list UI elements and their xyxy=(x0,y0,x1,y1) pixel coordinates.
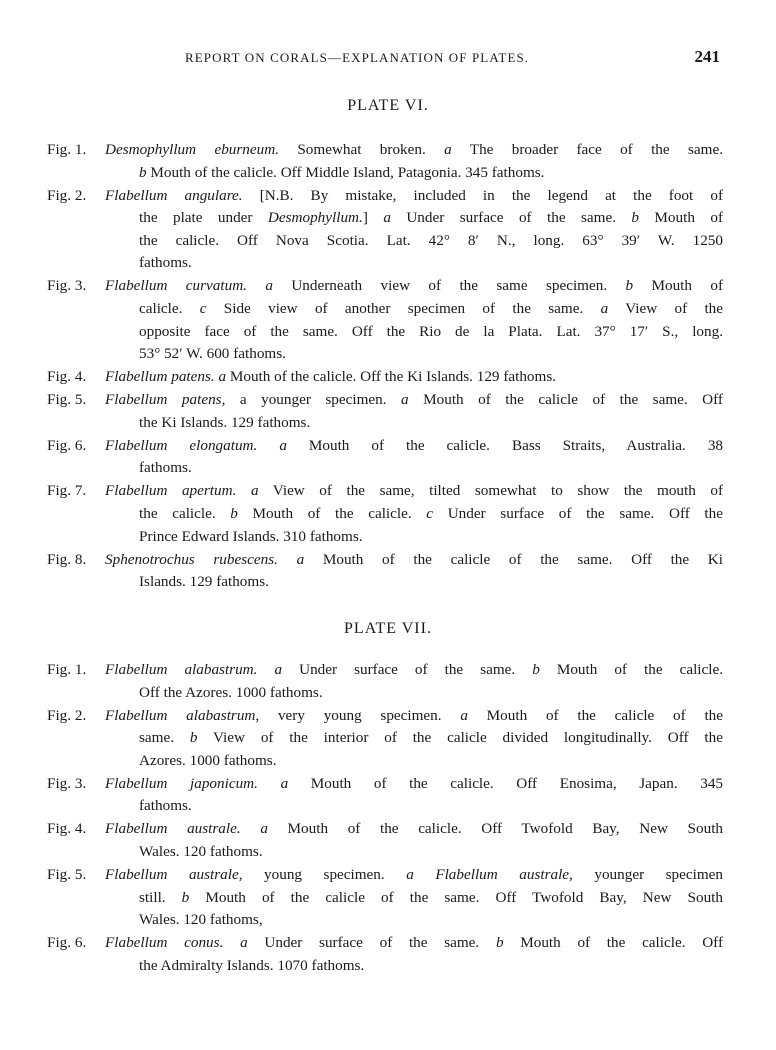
italic-text: a xyxy=(265,277,273,295)
figure-label: Fig. 3. xyxy=(47,774,87,792)
caption-text: Wales. 120 fathoms. xyxy=(139,842,263,860)
figure-entry xyxy=(47,275,723,365)
caption-text: Mouth of the calicle of the same. Off Twofold Bay, New South xyxy=(189,888,723,906)
figure-label: Fig. 3. xyxy=(47,277,87,295)
caption-text: a younger specimen. xyxy=(225,391,402,409)
figure-caption xyxy=(105,864,723,932)
caption-line xyxy=(105,549,723,572)
figure-entry xyxy=(47,139,723,184)
figure-entry xyxy=(47,480,723,548)
figure-caption xyxy=(105,480,724,548)
caption-text: Prince Edward Islands. 310 fathoms. xyxy=(139,527,363,545)
caption-text: View of the xyxy=(608,299,724,317)
figure-entry xyxy=(47,185,723,275)
caption-line xyxy=(105,389,723,412)
caption-line xyxy=(139,457,723,480)
italic-text: Flabellum angulare. xyxy=(105,186,243,204)
caption-text: opposite face of the same. Off the Rio de la Plata. Lat. 37° 17′ S., long. xyxy=(139,322,723,340)
caption-text: very young specimen. xyxy=(259,706,461,724)
italic-text: Flabellum alabastrum. xyxy=(105,661,258,678)
caption-text: The broader face of the same. xyxy=(451,141,723,158)
italic-text: a xyxy=(600,299,609,317)
page-number: 241 xyxy=(694,47,720,66)
caption-text: Islands. 129 fathoms. xyxy=(139,573,269,591)
caption-text xyxy=(257,437,279,454)
italic-text: b xyxy=(495,934,504,952)
plate-heading: PLATE VII. xyxy=(344,620,432,637)
caption-line xyxy=(139,343,723,366)
caption-line xyxy=(105,773,723,796)
caption-text: Mouth of the calicle. Off xyxy=(503,934,724,952)
caption-text xyxy=(236,482,251,499)
italic-text: a xyxy=(260,820,268,838)
italic-text: a xyxy=(401,391,409,409)
caption-text: Under surface of the same. xyxy=(282,661,533,678)
caption-text: Off the Azores. 1000 fathoms. xyxy=(139,683,323,701)
figure-entry xyxy=(47,435,723,480)
caption-text: the Admiralty Islands. 1070 fathoms. xyxy=(139,956,365,974)
figure-label: Fig. 4. xyxy=(47,368,87,386)
caption-line xyxy=(105,139,723,162)
italic-text: Flabellum elongatum. xyxy=(105,436,258,454)
italic-text: Flabellum australe, xyxy=(105,866,243,883)
caption-text: same. xyxy=(139,729,190,747)
figure-label: Fig. 5. xyxy=(47,391,87,409)
italic-text: Flabellum curvatum. xyxy=(105,277,247,295)
caption-line xyxy=(105,659,723,682)
italic-text: Desmophyllum eburneum. xyxy=(105,141,279,158)
caption-line xyxy=(105,705,723,728)
italic-text: b xyxy=(181,888,190,906)
figure-caption xyxy=(105,389,723,434)
figure-caption xyxy=(105,932,724,977)
italic-text: Flabellum patens, xyxy=(105,391,226,409)
caption-text: Underneath view of the same specimen. xyxy=(272,277,626,295)
caption-line xyxy=(139,503,723,526)
italic-text: a xyxy=(280,774,289,792)
caption-text: younger specimen xyxy=(572,866,723,883)
italic-text: b xyxy=(631,209,640,227)
caption-line xyxy=(105,864,723,887)
caption-text: young specimen. xyxy=(242,866,407,883)
figure-entry xyxy=(47,773,723,818)
italic-text: a xyxy=(383,209,391,227)
italic-text: a xyxy=(444,141,452,158)
caption-text xyxy=(223,934,240,951)
caption-text: View of the interior of the calicle divided longitudinally. Off the xyxy=(197,729,723,747)
caption-line xyxy=(139,727,723,750)
caption-text: Mouth of the calicle of the xyxy=(467,706,724,724)
caption-text: Azores. 1000 fathoms. xyxy=(139,751,277,769)
caption-line xyxy=(139,321,723,344)
italic-text: a xyxy=(274,661,283,678)
caption-text: Mouth of xyxy=(639,209,724,227)
caption-line xyxy=(105,932,723,955)
italic-text: a xyxy=(296,550,305,568)
caption-line xyxy=(139,412,723,435)
figure-entry xyxy=(47,366,723,389)
caption-text: fathoms. xyxy=(139,459,192,477)
figure-label: Fig. 1. xyxy=(47,141,87,158)
italic-text: b xyxy=(139,163,147,181)
caption-text: Mouth of the calicle. Off the Ki Islands. 129 fathoms. xyxy=(226,368,557,386)
italic-text: b xyxy=(532,661,540,678)
caption-text: Side view of another specimen of the same. xyxy=(206,299,601,317)
italic-text: Flabellum japonicum. xyxy=(105,774,258,792)
caption-text: View of the same, tilted somewhat to show the mouth of xyxy=(258,482,724,500)
caption-text: the calicle. Off Nova Scotia. Lat. 42° 8′ N., long. 63° 39′ W. 1250 xyxy=(139,231,723,249)
figure-label: Fig. 7. xyxy=(47,482,87,500)
caption-text xyxy=(241,820,261,837)
italic-text: c xyxy=(199,299,207,317)
figure-entry xyxy=(47,818,723,863)
italic-text: Sphenotrochus rubescens. xyxy=(105,550,278,568)
caption-text: Mouth of the calicle of the same. Off the Ki xyxy=(304,550,723,568)
caption-line xyxy=(105,435,723,458)
caption-text: the calicle. xyxy=(139,504,231,522)
caption-text xyxy=(247,277,265,294)
figure-caption xyxy=(105,705,724,773)
figure-label: Fig. 6. xyxy=(47,934,87,952)
caption-text: Wales. 120 fathoms, xyxy=(139,911,263,929)
caption-line xyxy=(105,818,723,841)
figure-label: Fig. 5. xyxy=(47,866,87,883)
caption-text: Mouth of the calicle. Off Middle Island, Patagonia. 345 fathoms. xyxy=(146,163,545,181)
caption-line xyxy=(139,795,723,818)
caption-text: Mouth of xyxy=(633,277,723,295)
figure-entry xyxy=(47,705,723,773)
italic-text: Flabellum conus. xyxy=(105,934,224,952)
caption-text xyxy=(278,551,297,568)
italic-text: b xyxy=(625,277,634,295)
figure-entry xyxy=(47,389,723,434)
caption-text: Under surface of the same. Off the xyxy=(433,504,723,522)
caption-line xyxy=(139,841,723,864)
caption-line xyxy=(139,230,723,253)
plate-heading: PLATE VI. xyxy=(347,97,429,114)
figure-caption xyxy=(105,549,723,594)
caption-line xyxy=(139,682,723,705)
caption-line xyxy=(139,571,723,594)
figure-entry xyxy=(47,549,723,594)
caption-text: [N.B. By mistake, included in the legend at the foot of xyxy=(242,186,723,204)
figure-caption xyxy=(105,773,724,818)
caption-text: Mouth of the calicle. Off Twofold Bay, New South xyxy=(267,820,724,838)
caption-line xyxy=(105,275,723,298)
figure-caption xyxy=(105,139,723,184)
caption-text xyxy=(258,775,281,792)
figure-entry xyxy=(47,932,723,977)
figure-caption xyxy=(105,818,724,863)
caption-text: ] xyxy=(362,209,384,227)
figure-caption xyxy=(105,275,724,365)
italic-text: a xyxy=(460,706,468,724)
figure-label: Fig. 6. xyxy=(47,436,87,454)
caption-text: Mouth of the calicle. xyxy=(237,504,427,522)
caption-line xyxy=(139,887,723,910)
caption-text: Mouth of the calicle of the same. Off xyxy=(408,391,723,409)
figure-caption xyxy=(105,435,724,480)
caption-text: calicle. xyxy=(139,299,200,317)
figure-label: Fig. 8. xyxy=(47,550,87,568)
running-head xyxy=(0,47,776,70)
figure-caption xyxy=(105,659,724,704)
italic-text: Flabellum australe. xyxy=(105,820,241,838)
caption-line xyxy=(139,909,723,932)
figure-label: Fig. 2. xyxy=(47,186,87,204)
caption-text: fathoms. xyxy=(139,254,192,272)
italic-text: a xyxy=(250,482,259,500)
caption-text: fathoms. xyxy=(139,797,192,815)
figure-entry xyxy=(47,659,723,704)
caption-text: Mouth of the calicle. Off Enosima, Japan. 345 xyxy=(288,774,724,792)
caption-text: Mouth of the calicle. xyxy=(539,661,724,678)
caption-line xyxy=(105,366,723,389)
figure-label: Fig. 4. xyxy=(47,820,87,838)
italic-text: a xyxy=(240,934,248,952)
italic-text: Flabellum patens. xyxy=(105,368,215,386)
caption-text: the plate under xyxy=(139,209,268,227)
figure-caption xyxy=(105,366,723,389)
figure-entry xyxy=(47,864,723,932)
figure-label: Fig. 2. xyxy=(47,706,87,724)
caption-line xyxy=(139,252,723,275)
caption-text: still. xyxy=(139,888,182,906)
caption-line xyxy=(139,750,723,773)
caption-text xyxy=(257,661,274,678)
figure-caption xyxy=(105,185,724,275)
italic-text: a xyxy=(218,368,227,386)
caption-text: Under surface of the same. xyxy=(247,934,496,952)
italic-text: Flabellum alabastrum, xyxy=(105,706,260,724)
caption-line xyxy=(139,955,723,978)
caption-text: 53° 52′ W. 600 fathoms. xyxy=(139,345,286,363)
italic-text: b xyxy=(189,729,198,747)
caption-line xyxy=(139,298,723,321)
italic-text: Flabellum apertum. xyxy=(105,482,237,500)
caption-line xyxy=(139,207,723,230)
caption-line xyxy=(139,162,723,185)
italic-text: a xyxy=(279,436,287,454)
italic-text: a Flabellum australe, xyxy=(406,866,573,883)
caption-line xyxy=(105,185,723,208)
italic-text: Desmophyllum. xyxy=(267,209,363,227)
italic-text: b xyxy=(230,504,238,522)
caption-text: Under surface of the same. xyxy=(390,209,632,227)
running-title: REPORT ON CORALS—EXPLANATION OF PLATES. xyxy=(185,50,530,65)
caption-text: Mouth of the calicle. Bass Straits, Australia. 38 xyxy=(286,436,724,454)
caption-text: Somewhat broken. xyxy=(279,141,445,158)
figure-label: Fig. 1. xyxy=(47,661,87,678)
caption-line xyxy=(139,526,723,549)
caption-line xyxy=(105,480,723,503)
italic-text: c xyxy=(426,504,434,522)
caption-text: the Ki Islands. 129 fathoms. xyxy=(139,413,311,431)
